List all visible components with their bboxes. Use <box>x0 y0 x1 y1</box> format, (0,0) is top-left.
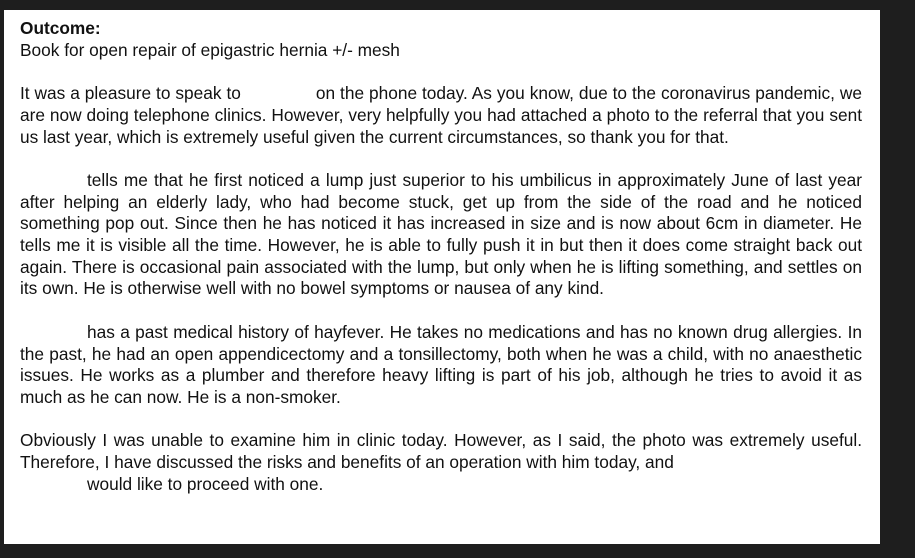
history-text: tells me that he first noticed a lump just superior to his umbilicus in approximately June of last year after helping an elderly lady, who had become stuck, get up from the side of the road and he noticed something pop out. Since then he has noticed it has increased in size and is now about 6cm in diameter. He tells me it is visible all the time. However, he is able to fully push it in but then it does come straight back out again. There is occasional pain associated with the lump, but only when he is lifting something, and settles on its own. He is otherwise well with no bowel symptoms or nausea of any kind. <box>20 169 862 299</box>
paragraph-plan <box>20 430 862 495</box>
paragraph-history <box>20 170 862 300</box>
outcome-plan: Book for open repair of epigastric hernia +/- mesh <box>20 39 400 60</box>
intro-text-end: on the phone today. As you know, due to the coronavirus pandemic, we are now doing telephone clinics. However, very helpfully you had attached a photo to the referral that you sent us last year, which is extremely useful given the current circumstances, so thank you for that. <box>20 83 862 147</box>
outcome-heading: Outcome: <box>20 18 101 38</box>
plan-text-end: would like to proceed with one. <box>87 473 324 494</box>
medical-history-text: has a past medical history of hayfever. He takes no medications and has no known drug allergies. In the past, he had an open appendicectomy and a tonsillectomy, both when he was a child, with no anaesthetic issues. He works as a plumber and therefore heavy lifting is part of his job, although he tries to avoid it as much as he can now. He is a non-smoker. <box>20 321 862 407</box>
intro-text-start: It was a pleasure to speak to <box>20 83 241 104</box>
paragraph-medical-history <box>20 322 862 409</box>
letter-content <box>20 18 862 495</box>
letter-page <box>4 10 880 544</box>
plan-text: Obviously I was unable to examine him in clinic today. However, as I said, the photo was extremely useful. Therefore, I have discussed the risks and benefits of an operation with him today, and <box>20 430 862 472</box>
paragraph-intro <box>20 83 862 148</box>
